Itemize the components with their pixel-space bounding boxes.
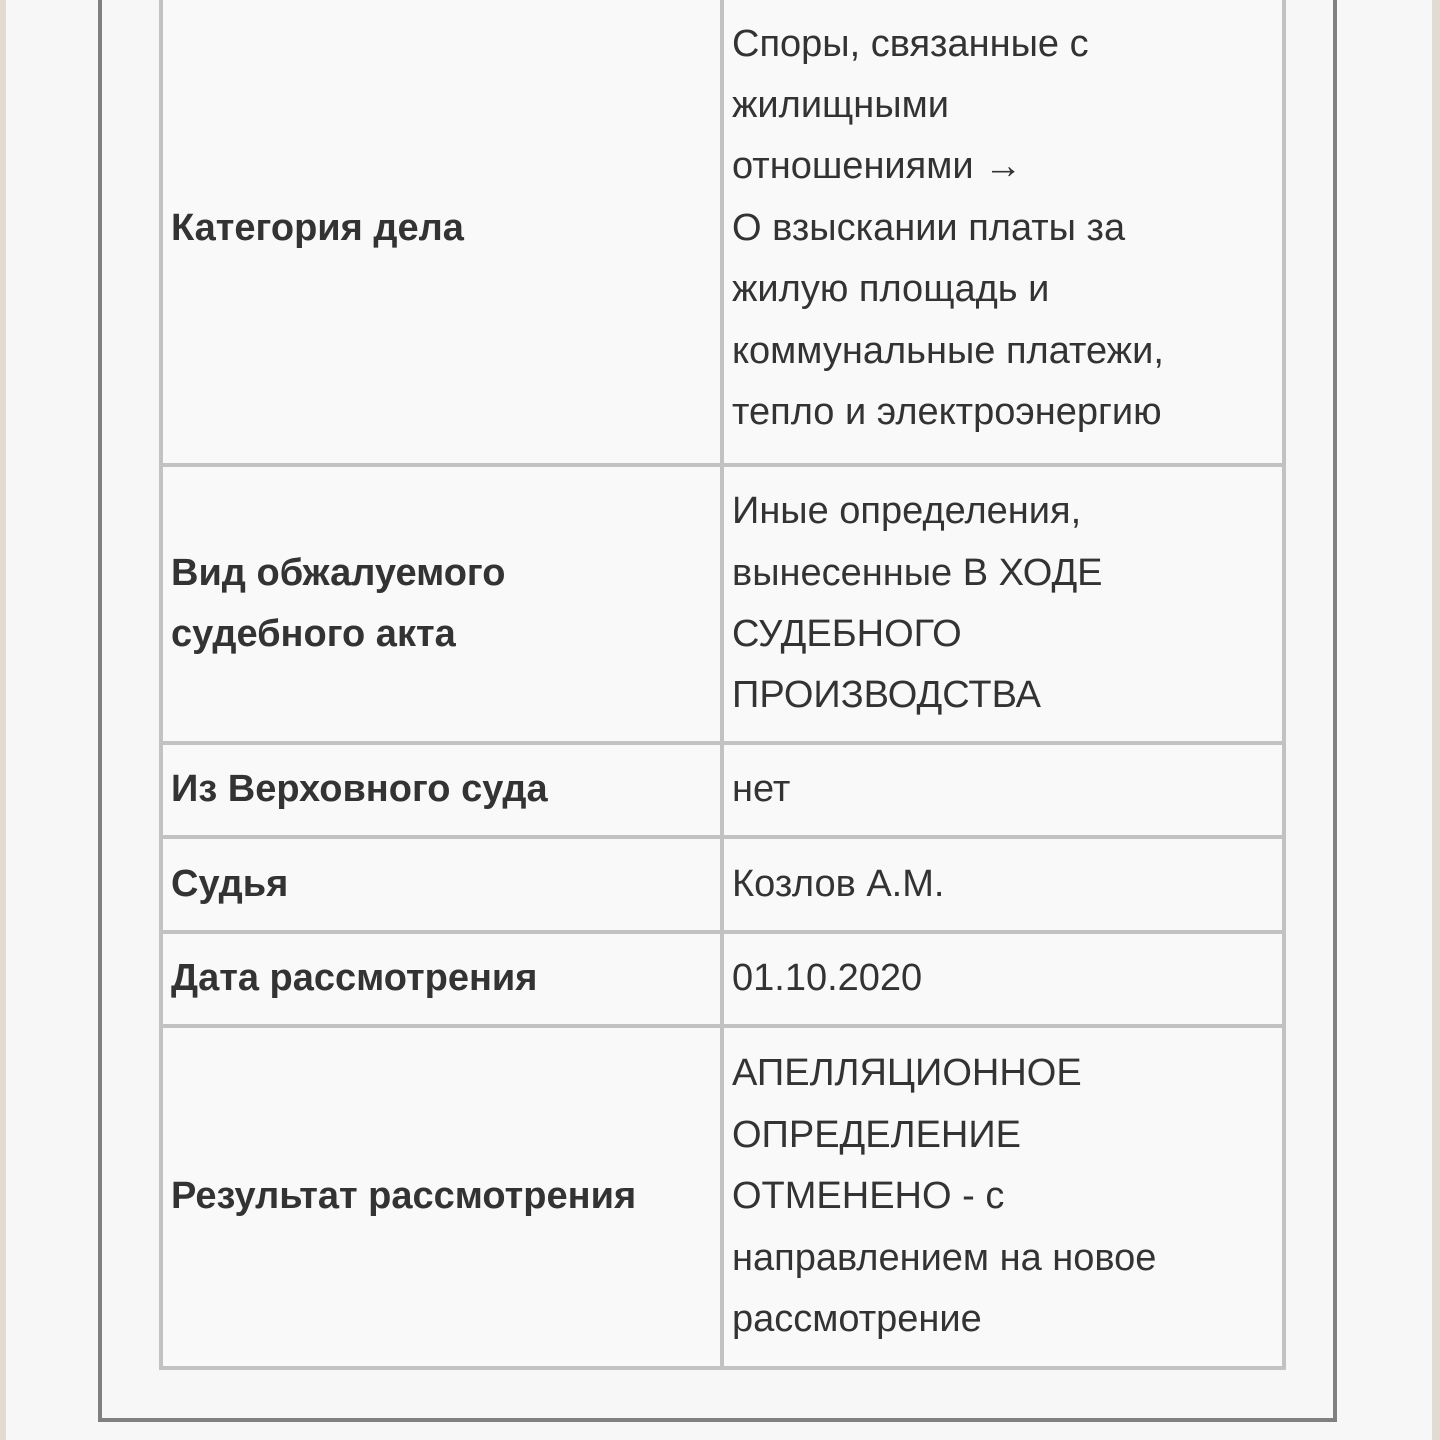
judge-label [161,837,722,932]
hearing-result-label [161,1026,722,1368]
appealed-act-type-value-line: вынесенные В ХОДЕ [732,551,1103,594]
hearing-date-label [161,932,722,1026]
page-left-edge [0,0,6,1440]
hearing-date-label-text: Дата рассмотрения [171,957,538,1000]
case-details-table [159,0,1286,1370]
hearing-result-label-text: Результат рассмотрения [171,1175,637,1218]
case-category-value-line: жилую площадь и [732,268,1050,311]
judge-value [722,837,1284,932]
appealed-act-type-value-line: СУДЕБНОГО [732,613,962,655]
appealed-act-type-value [722,465,1284,743]
appealed-act-type-label-line: судебного акта [171,613,456,655]
page-right-edge [1432,0,1440,1440]
appealed-act-type-label [161,465,722,743]
case-category-value-line: Споры, связанные с [732,22,1089,65]
hearing-date-value [722,932,1284,1026]
table-row-hearing-date [161,932,1284,1026]
case-category-value-line: коммунальные платежи, [732,329,1164,372]
table-row-from-supreme-court [161,743,1284,837]
hearing-result-value-line: направлением на новое [732,1236,1157,1279]
hearing-result-value-line: рассмотрение [732,1298,982,1341]
case-category-value-line: О взыскании платы за [732,206,1126,249]
case-category-value-line: отношениями → [732,145,1023,188]
table-row-appealed-act-type [161,465,1284,743]
case-category-value-line: жилищными [732,83,949,126]
case-category-value-line: тепло и электроэнергию [732,391,1162,434]
hearing-result-value-line: ОТМЕНЕНО - с [732,1175,1005,1218]
hearing-result-value [722,1026,1284,1368]
hearing-result-value-line: АПЕЛЛЯЦИОННОЕ [732,1052,1082,1095]
from-supreme-court-label [161,743,722,837]
appealed-act-type-value-line: Иные определения, [732,490,1082,533]
case-category-label-text: Категория дела [171,206,464,249]
table-row-judge [161,837,1284,932]
from-supreme-court-label-text: Из Верховного суда [171,768,548,811]
appealed-act-type-label-line: Вид обжалуемого [171,551,506,594]
case-category-value [722,0,1284,465]
from-supreme-court-value [722,743,1284,837]
judge-value-text: Козлов А.М. [732,862,945,905]
appealed-act-type-value-line: ПРОИЗВОДСТВА [732,674,1042,717]
table-row-hearing-result [161,1026,1284,1368]
case-category-label [161,0,722,465]
hearing-date-value-text: 01.10.2020 [732,957,923,1000]
judge-label-text: Судья [171,862,289,905]
hearing-result-value-line: ОПРЕДЕЛЕНИЕ [732,1113,1022,1156]
table-row-case-category [161,0,1284,465]
from-supreme-court-value-text: нет [732,768,791,811]
